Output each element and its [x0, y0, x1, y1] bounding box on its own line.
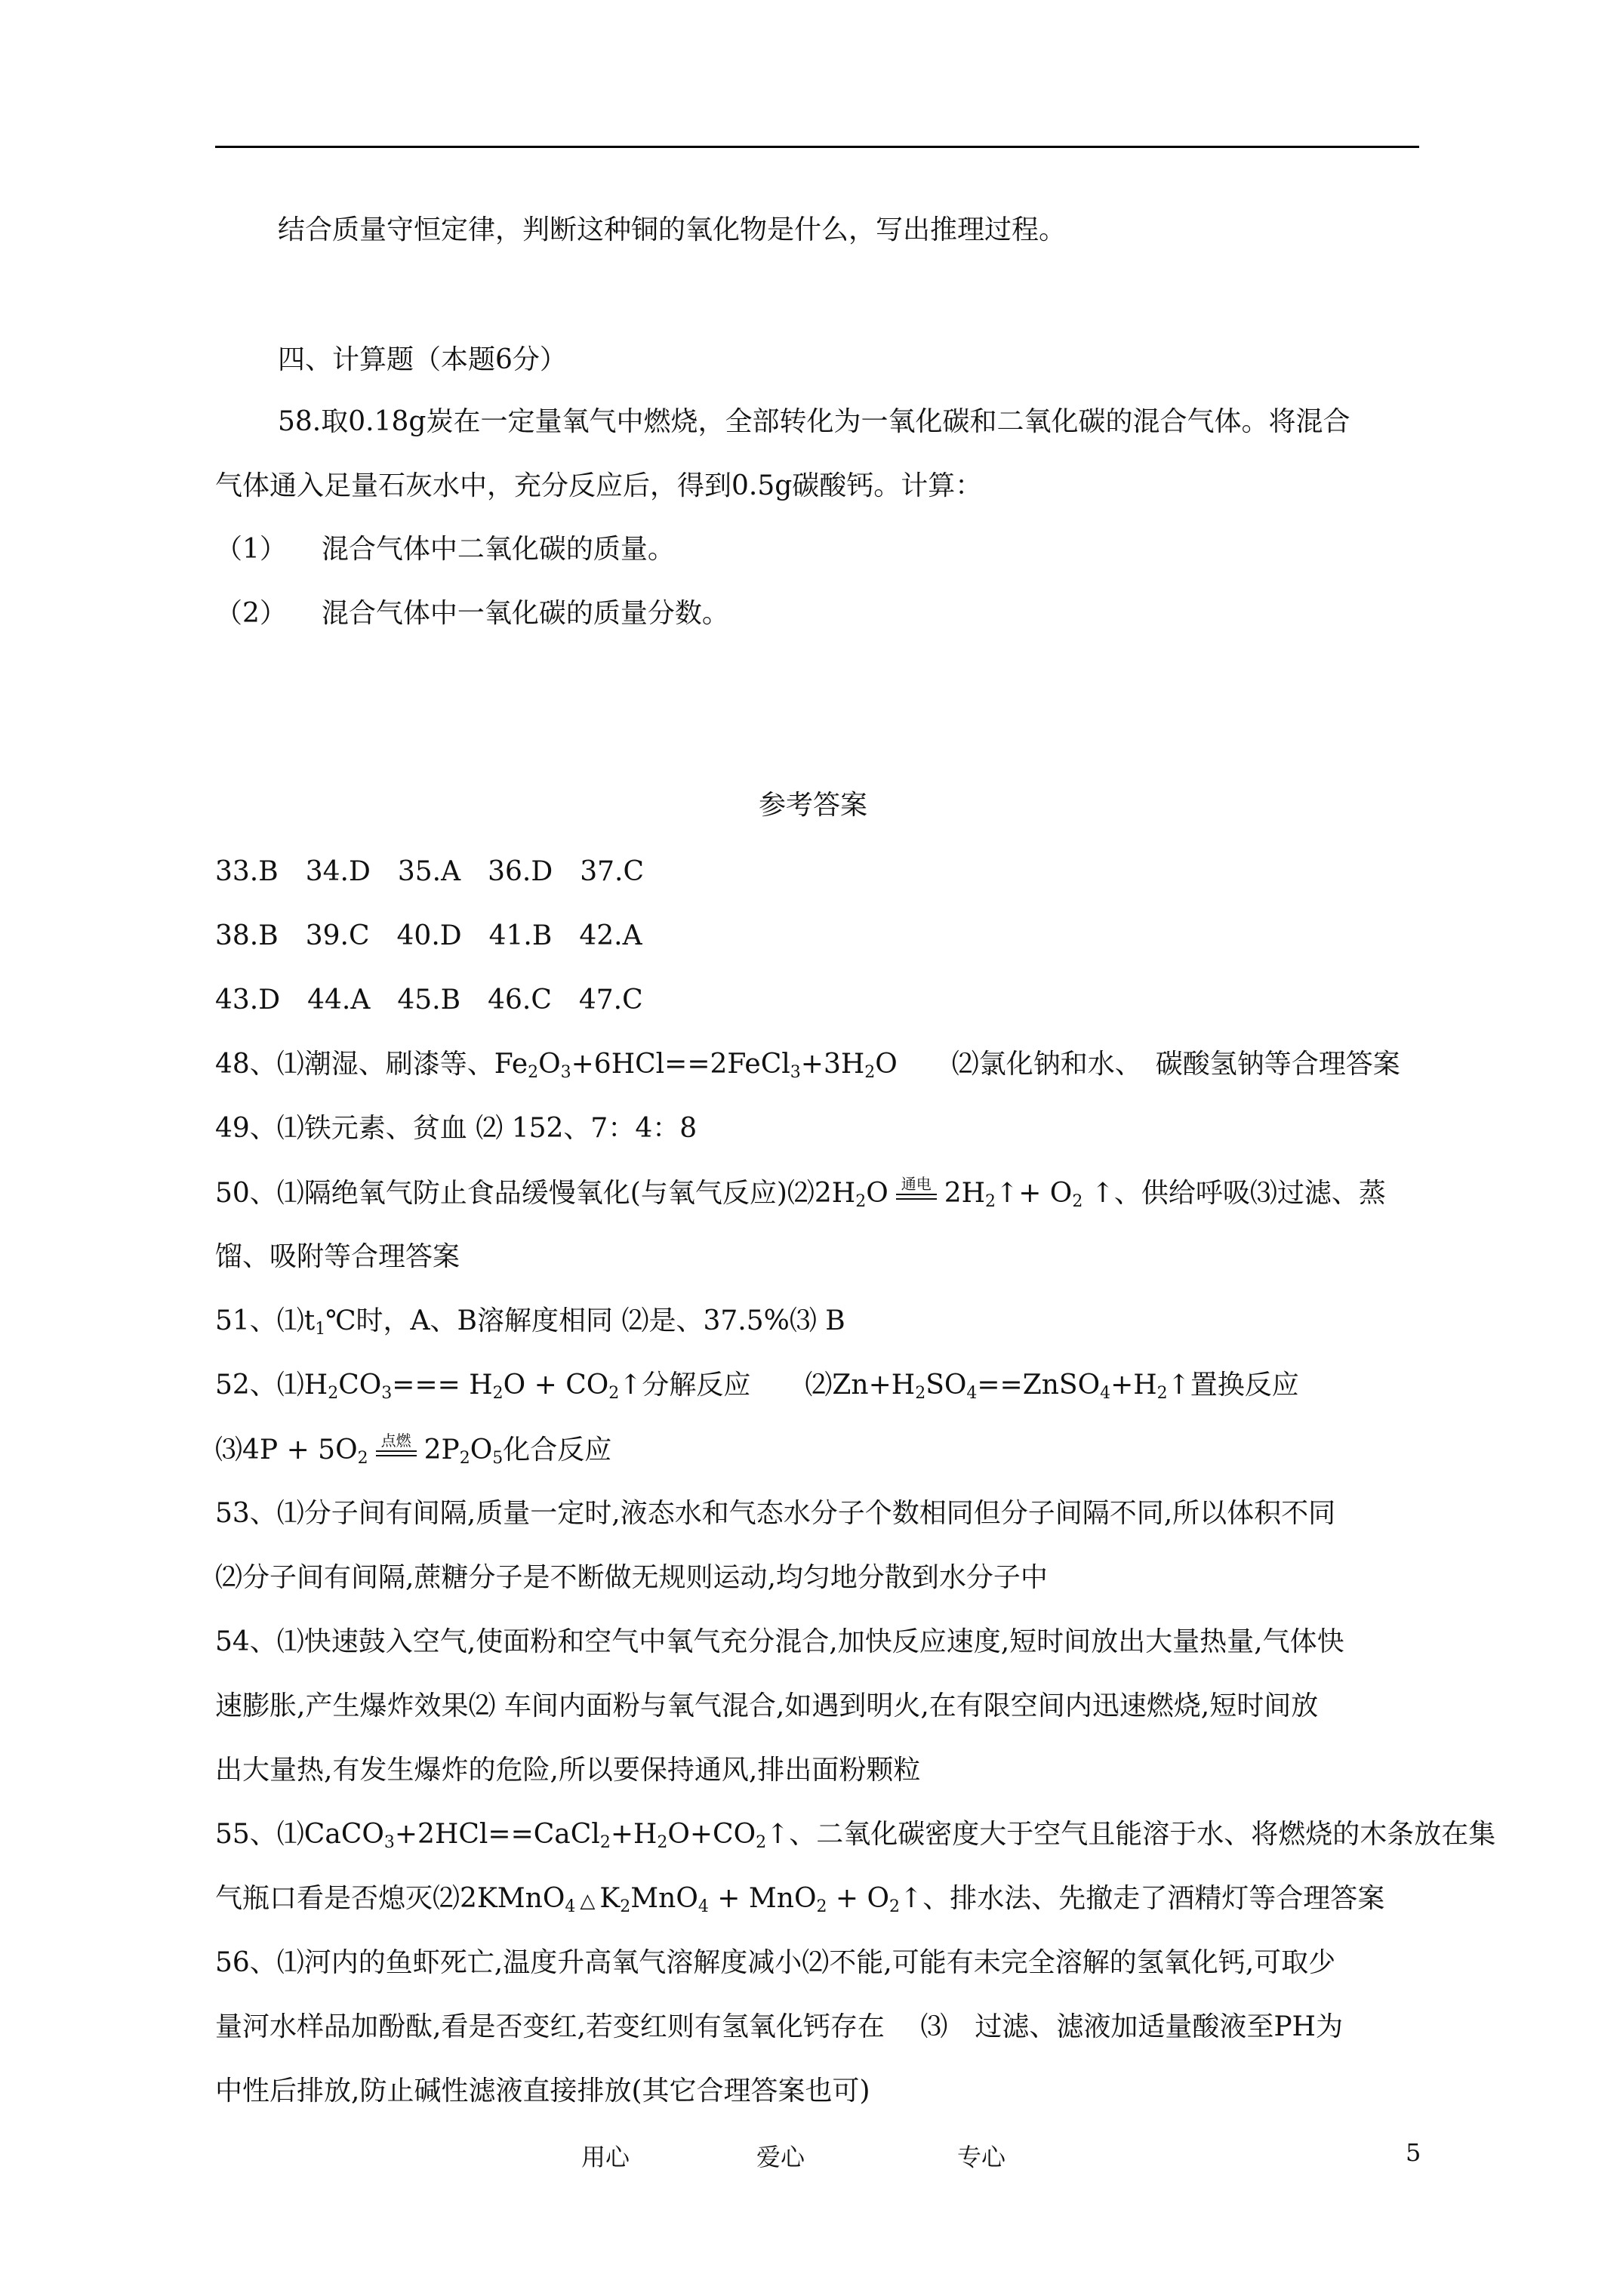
a52-sub: 5 — [492, 1449, 504, 1468]
condition-bar — [376, 1455, 417, 1456]
answer-54-line1: 54、⑴快速鼓入空气,使面粉和空气中氧气充分混合,加快反应速度,短时间放出大量热量,气体快 — [215, 1626, 1344, 1657]
a52-sub: 2 — [459, 1449, 470, 1468]
a55-text: 气瓶口看是否熄灭⑵2KMnO — [215, 1883, 565, 1914]
a50-sub: 2 — [985, 1192, 996, 1211]
a55-sub: 3 — [383, 1833, 395, 1852]
answer-50-line2: 馏、吸附等合理答案 — [215, 1241, 460, 1272]
a48-sub: 2 — [864, 1063, 876, 1082]
a55-sub: 2 — [657, 1833, 668, 1852]
answer-56-line2: 量河水样品加酚酞,看是否变红,若变红则有氢氧化钙存在 ⑶ 过滤、滤液加适量酸液至PH为 — [215, 2011, 1343, 2042]
a55-text: ↑、二氧化碳密度大于空气且能溶于水、将燃烧的木条放在集 — [766, 1819, 1496, 1850]
a51-text: 51、⑴t — [215, 1305, 316, 1336]
a52-text: CO — [338, 1370, 382, 1401]
reaction-condition — [893, 1176, 940, 1203]
sub2-text: 混合气体中一氧化碳的质量分数。 — [321, 598, 729, 629]
a52-text: ↑分解反应 ⑵Zn+H — [619, 1370, 916, 1401]
a48-text: O — [538, 1049, 561, 1080]
a52-sub: 2 — [328, 1384, 339, 1403]
a48-text: 48、⑴潮湿、刷漆等、Fe — [215, 1049, 528, 1080]
footer-text-2: 爱心 — [756, 2143, 805, 2171]
a55-sub: 4 — [698, 1897, 709, 1916]
a55-text: + MnO — [708, 1883, 817, 1914]
answer-53-line1: 53、⑴分子间有间隔,质量一定时,液态水和气态水分子个数相同但分子间隔不同,所以体积不同 — [215, 1498, 1336, 1529]
a48-text: +6HCl==2FeCl — [571, 1049, 790, 1080]
a52-sub: 2 — [492, 1384, 504, 1403]
answer-54-line2: 速膨胀,产生爆炸效果⑵ 车间内面粉与氧气混合,如遇到明火,在有限空间内迅速燃烧,短时间放 — [215, 1690, 1319, 1721]
a52-sub: 4 — [1100, 1384, 1111, 1403]
a55-text: +2HCl==CaCl — [394, 1819, 600, 1850]
answer-56-line1: 56、⑴河内的鱼虾死亡,温度升高氧气溶解度减小⑵不能,可能有未完全溶解的氢氧化钙,可取少 — [215, 1947, 1336, 1978]
mc-row-3: 43.D 44.A 45.B 46.C 47.C — [215, 985, 643, 1015]
a55-sub: 2 — [599, 1833, 611, 1852]
answer-55-line1 — [215, 1818, 1495, 1851]
q58-line2: 气体通入足量石灰水中，充分反应后，得到0.5g碳酸钙。计算： — [215, 470, 983, 501]
a50-sub: 2 — [855, 1192, 867, 1211]
mc-row-1: 33.B 34.D 35.A 36.D 37.C — [215, 856, 644, 887]
heat-triangle-icon: △ — [580, 1890, 596, 1912]
answer-52-line1 — [215, 1369, 1299, 1401]
q58-sub1 — [215, 533, 675, 566]
footer-text-1: 用心 — [581, 2143, 630, 2171]
a50-text: 50、⑴隔绝氧气防止食品缓慢氧化(与氧气反应)⑵2H — [215, 1178, 856, 1209]
condition-bar — [896, 1198, 937, 1200]
answer-51 — [215, 1305, 845, 1337]
header-rule — [215, 146, 1419, 148]
a50-text: 2H — [944, 1178, 986, 1209]
a52-sub: 2 — [915, 1384, 926, 1403]
mc-row-2: 38.B 39.C 40.D 41.B 42.A — [215, 920, 642, 951]
answer-55-line2 — [215, 1882, 1384, 1915]
a52-text: 52、⑴H — [215, 1370, 328, 1401]
a48-text: +3H — [800, 1049, 865, 1080]
a55-sub: 2 — [889, 1897, 901, 1916]
a55-text: + O — [827, 1883, 890, 1914]
answer-56-line3: 中性后排放,防止碱性滤液直接排放(其它合理答案也可) — [215, 2076, 870, 2106]
condition-bar — [896, 1194, 937, 1195]
condition-label: 通电 — [901, 1175, 932, 1193]
sub1-text: 混合气体中二氧化碳的质量。 — [321, 534, 675, 565]
a52-sub: 3 — [381, 1384, 393, 1403]
a55-text: 55、⑴CaCO — [215, 1819, 384, 1850]
condition-bar — [376, 1450, 417, 1452]
sub2-number: （2） — [215, 598, 287, 629]
answer-54-line3: 出大量热,有发生爆炸的危险,所以要保持通风,排出面粉颗粒 — [215, 1755, 921, 1786]
answer-49: 49、⑴铁元素、贫血 ⑵ 152、7：4：8 — [215, 1113, 698, 1144]
a48-text: O ⑵氯化钠和水、 碳酸氢钠等合理答案 — [875, 1049, 1400, 1080]
section-title: 四、计算题（本题6分） — [278, 344, 567, 375]
a55-sub: 2 — [620, 1897, 631, 1916]
answer-50-line1 — [215, 1176, 1386, 1210]
a50-text: ↑、供给呼吸⑶过滤、蒸 — [1083, 1178, 1386, 1209]
a50-text: ↑+ O — [996, 1178, 1073, 1209]
reaction-condition — [373, 1433, 420, 1460]
condition-label: 点燃 — [380, 1432, 411, 1450]
intro-line: 结合质量守恒定律，判断这种铜的氧化物是什么，写出推理过程。 — [278, 214, 1067, 245]
a55-text: O+CO — [667, 1819, 756, 1850]
a55-text: MnO — [630, 1883, 698, 1914]
a48-sub: 3 — [790, 1063, 801, 1082]
a52-text: 2P — [423, 1435, 460, 1465]
answer-48 — [215, 1048, 1400, 1080]
a52-text: === H — [392, 1370, 493, 1401]
a52-text: 化合反应 — [503, 1435, 612, 1465]
answers-title: 参考答案 — [759, 790, 868, 821]
a55-sub: 2 — [816, 1897, 827, 1916]
a50-text: O — [866, 1178, 888, 1209]
page-number: 5 — [1406, 2138, 1421, 2167]
a48-sub: 3 — [560, 1063, 571, 1082]
footer-text-3: 专心 — [957, 2143, 1006, 2171]
sub1-number: （1） — [215, 534, 287, 565]
a48-sub: 2 — [528, 1063, 539, 1082]
a52-sub: 4 — [966, 1384, 978, 1403]
a55-sub: 4 — [565, 1897, 576, 1916]
q58-sub2 — [215, 597, 729, 630]
a55-text: K — [599, 1883, 621, 1914]
answer-53-line2: ⑵分子间有间隔,蔗糖分子是不断做无规则运动,均匀地分散到水分子中 — [215, 1562, 1048, 1593]
a52-text: SO — [925, 1370, 967, 1401]
a52-sub: 2 — [1156, 1384, 1168, 1403]
a52-sub: 2 — [357, 1449, 368, 1468]
q58-line1: 58.取0.18g炭在一定量氧气中燃烧，全部转化为一氧化碳和二氧化碳的混合气体。将混合 — [278, 406, 1350, 437]
answer-52-line2 — [215, 1433, 611, 1466]
a52-text: O + CO — [503, 1370, 609, 1401]
a52-text: O — [470, 1435, 493, 1465]
a51-sub: 1 — [315, 1320, 326, 1339]
a52-text: ↑置换反应 — [1167, 1370, 1299, 1401]
a55-text: +H — [610, 1819, 658, 1850]
a50-sub: 2 — [1072, 1192, 1083, 1211]
a52-sub: 2 — [608, 1384, 620, 1403]
a52-text: ⑶4P + 5O — [215, 1435, 358, 1465]
a52-text: +H — [1110, 1370, 1157, 1401]
a51-text: ℃时，A、B溶解度相同 ⑵是、37.5%⑶ B — [325, 1305, 845, 1336]
a55-text: ↑、排水法、先撤走了酒精灯等合理答案 — [900, 1883, 1385, 1914]
a52-text: ==ZnSO — [977, 1370, 1101, 1401]
a55-sub: 2 — [756, 1833, 767, 1852]
